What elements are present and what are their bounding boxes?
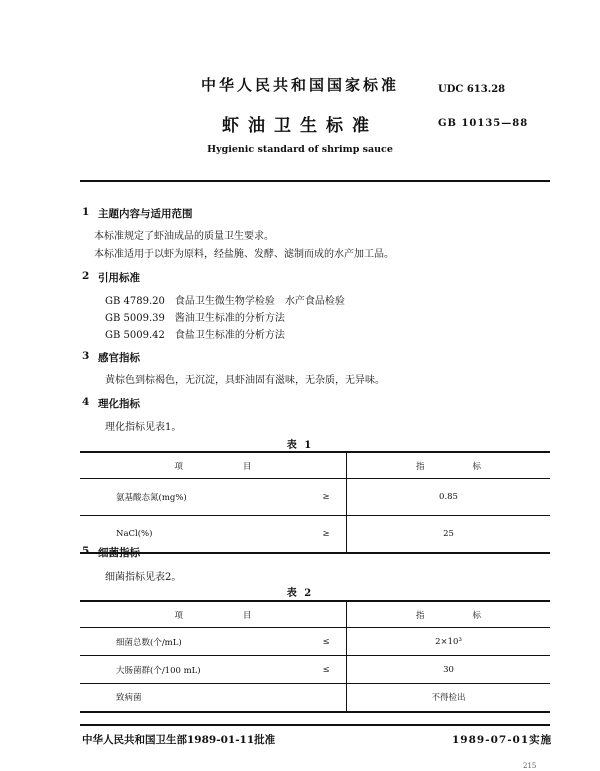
row-value: 不得检出 <box>347 684 551 712</box>
row-item: 氨基酸态氮(mg%) <box>80 479 306 516</box>
table-row <box>80 628 550 656</box>
table-row <box>80 684 550 712</box>
body-line: 本标准规定了虾油成品的质量卫生要求。 <box>94 231 274 242</box>
row-symbol: ≥ <box>306 479 347 516</box>
section-heading: 主题内容与适用范围 <box>98 208 193 220</box>
row-item: 细菌总数(个/mL) <box>80 628 306 656</box>
table-2 <box>80 600 550 713</box>
table-1-caption: 表 1 <box>286 440 314 451</box>
table-2-caption: 表 2 <box>286 588 314 599</box>
body-line: 细菌指标见表2。 <box>105 572 182 583</box>
section-number: 5 <box>82 545 90 557</box>
reference-code: GB 5009.42 <box>105 330 165 341</box>
body-line: 理化指标见表1。 <box>105 422 182 433</box>
index-column-header: 指 标 <box>347 452 551 479</box>
row-symbol: ≥ <box>306 516 347 553</box>
section-heading: 引用标准 <box>98 272 140 284</box>
row-item: NaCl(%) <box>80 516 306 553</box>
body-line: 黄棕色到棕褐色，无沉淀，具虾油固有滋味，无杂质，无异味。 <box>105 375 385 386</box>
section-number: 3 <box>82 350 90 362</box>
document-title: 虾油卫生标准 <box>222 116 378 136</box>
implementation-date: 1989-07-01实施 <box>452 734 553 746</box>
row-item: 大肠菌群(个/100 mL) <box>80 656 306 684</box>
row-item: 致病菌 <box>80 684 306 712</box>
section-heading: 感官指标 <box>98 352 140 364</box>
reference-code: GB 5009.39 <box>105 313 165 324</box>
row-symbol: ≤ <box>306 656 347 684</box>
body-line: 本标准适用于以虾为原料，经盐腌、发酵、滤制而成的水产加工品。 <box>94 249 394 260</box>
row-value: 0.85 <box>347 479 551 516</box>
section-number: 4 <box>82 396 90 408</box>
reference-name: 食盐卫生标准的分析方法 <box>174 330 285 341</box>
row-value: 2×10³ <box>347 628 551 656</box>
table-row <box>80 516 550 553</box>
section-heading: 细菌指标 <box>98 547 140 559</box>
footer-rule <box>80 724 550 726</box>
row-value: 25 <box>347 516 551 553</box>
reference-line <box>105 292 345 307</box>
udc-code: UDC 613.28 <box>438 84 506 95</box>
table-header-row <box>80 452 550 479</box>
reference-line <box>105 326 285 341</box>
section-number: 1 <box>82 206 90 218</box>
row-symbol: ≤ <box>306 628 347 656</box>
row-value: 30 <box>347 656 551 684</box>
item-column-header: 项 目 <box>80 601 347 628</box>
table-row <box>80 479 550 516</box>
national-standard-heading: 中华人民共和国国家标准 <box>200 76 399 94</box>
reference-name: 食品卫生微生物学检验 水产食品检验 <box>174 296 345 307</box>
table-1 <box>80 451 550 554</box>
table-row <box>80 656 550 684</box>
index-column-header: 指 标 <box>347 601 551 628</box>
item-column-header: 项 目 <box>80 452 347 479</box>
approval-line: 中华人民共和国卫生部1989-01-11批准 <box>82 734 276 746</box>
gb-standard-code: GB 10135—88 <box>438 118 529 129</box>
reference-line <box>105 309 285 324</box>
page-number: 215 <box>523 762 537 770</box>
row-symbol <box>306 684 347 712</box>
reference-name: 酱油卫生标准的分析方法 <box>174 313 285 324</box>
section-number: 2 <box>82 270 90 282</box>
section-heading: 理化指标 <box>98 398 140 410</box>
table-header-row <box>80 601 550 628</box>
header-rule <box>80 180 550 182</box>
english-subtitle: Hygienic standard of shrimp sauce <box>207 144 393 155</box>
reference-code: GB 4789.20 <box>105 296 165 307</box>
